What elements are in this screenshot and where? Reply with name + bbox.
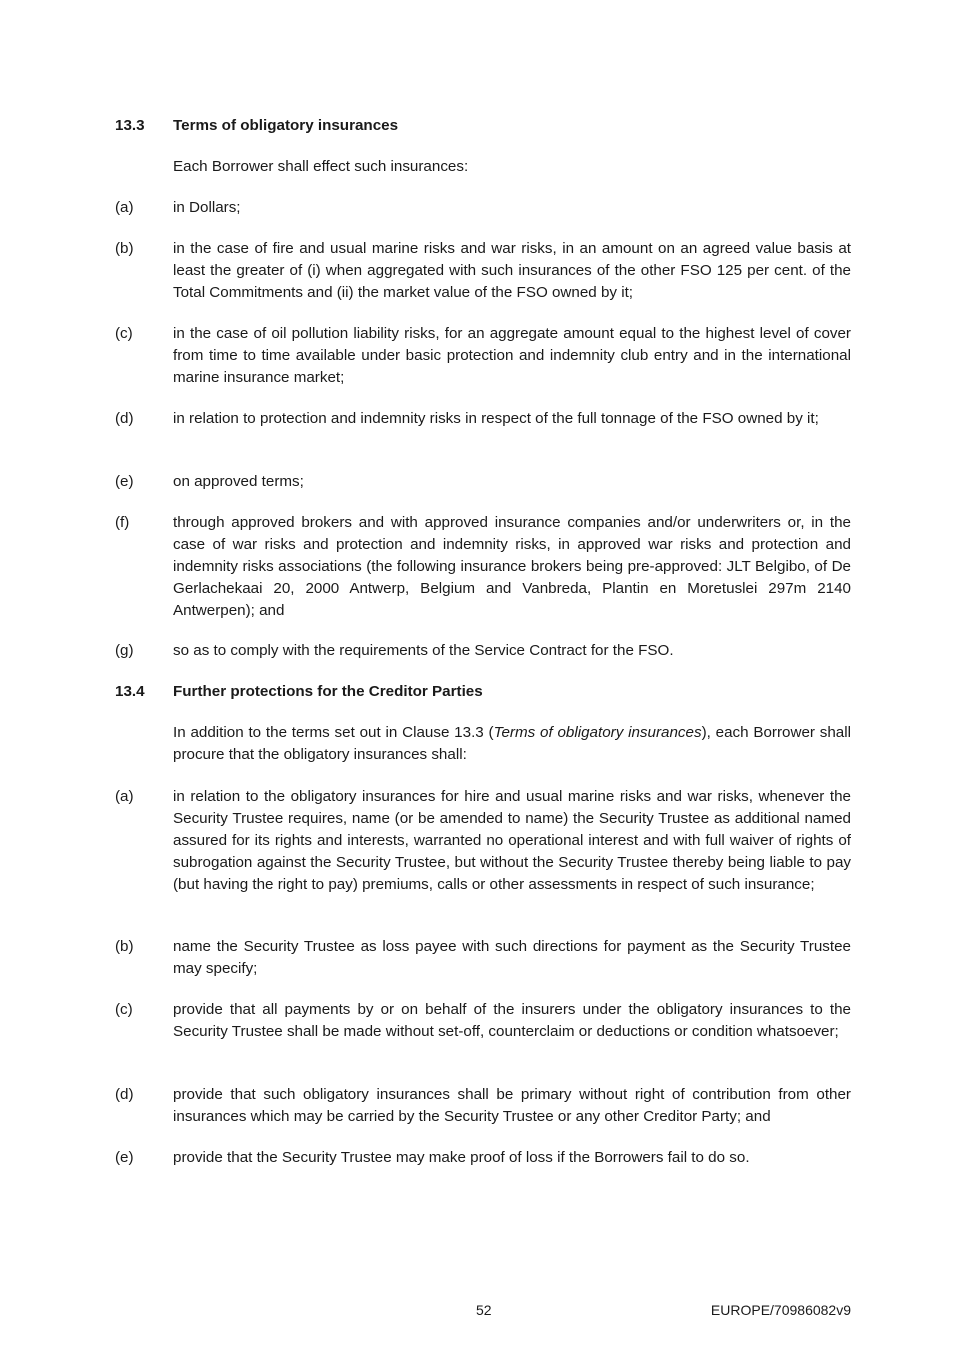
section-title: Terms of obligatory insurances — [173, 117, 399, 134]
item-label: (c) — [115, 325, 133, 342]
item-text: provide that such obligatory insurances shall be primary without right of contribution from other insurances which may be carried by the Security Trustee or any other Creditor Party; and — [173, 1086, 851, 1125]
list-item — [115, 323, 851, 389]
item-label: (c) — [115, 1001, 133, 1018]
item-text: in the case of fire and usual marine risks and war risks, in an amount on an agreed value basis at least the greater of (i) when aggregated with such insurances of the other FSO 125 per cent. of the Total Commitments and (ii) the market value of the FSO owned by it; — [173, 240, 851, 301]
list-item — [115, 999, 851, 1043]
item-label: (b) — [115, 240, 134, 257]
item-label: (g) — [115, 642, 134, 659]
section-number: 13.4 — [115, 683, 145, 700]
list-item — [115, 471, 851, 493]
item-label: (e) — [115, 1149, 134, 1166]
clause-reference: Terms of obligatory insurances — [493, 724, 702, 741]
item-text: provide that all payments by or on behalf of the insurers under the obligatory insurances to the Security Trustee shall be made without set-off, counterclaim or deductions or condition whatsoever; — [173, 1001, 851, 1040]
item-text: on approved terms; — [173, 473, 304, 490]
item-label: (e) — [115, 473, 134, 490]
item-text: name the Security Trustee as loss payee with such directions for payment as the Security Trustee may specify; — [173, 938, 851, 977]
item-text: in relation to the obligatory insurances for hire and usual marine risks and war risks, whenever the Security Trustee requires, name (or be amended to name) the Security Trustee as additional named assured for its rights and interests, warranted no operational interest and with full waiver of rights of subrogation against the Security Trustee, but without the Security Trustee thereby being liable to pay (but having the right to pay) premiums, calls or other assessments in respect of such insurance; — [173, 788, 851, 893]
list-item — [115, 640, 851, 662]
document-reference: EUROPE/70986082v9 — [710, 1302, 851, 1318]
section-intro: Each Borrower shall effect such insurances: — [173, 158, 469, 175]
item-label: (f) — [115, 514, 130, 531]
list-item — [115, 512, 851, 622]
list-item — [115, 936, 851, 980]
intro-text-after: ), each Borrower shall procure that the obligatory insurances shall: — [173, 724, 851, 763]
intro-text-before: In addition to the terms set out in Clause 13.3 ( — [173, 724, 494, 741]
item-text: in relation to protection and indemnity risks in respect of the full tonnage of the FSO owned by it; — [173, 410, 819, 427]
page-number: 52 — [476, 1302, 492, 1318]
list-item — [115, 197, 851, 219]
item-label: (a) — [115, 199, 134, 216]
item-text: in Dollars; — [173, 199, 241, 216]
item-label: (a) — [115, 788, 134, 805]
item-text: provide that the Security Trustee may make proof of loss if the Borrowers fail to do so. — [173, 1149, 750, 1166]
section-title: Further protections for the Creditor Parties — [173, 683, 483, 700]
list-item — [115, 1147, 851, 1169]
list-item — [115, 786, 851, 896]
section-intro — [173, 722, 851, 766]
item-label: (d) — [115, 1086, 134, 1103]
item-label: (b) — [115, 938, 134, 955]
item-text: in the case of oil pollution liability risks, for an aggregate amount equal to the highest level of cover from time to time available under basic protection and indemnity club entry and in the international marine insurance market; — [173, 325, 851, 386]
list-item — [115, 1084, 851, 1128]
item-text: so as to comply with the requirements of the Service Contract for the FSO. — [173, 642, 674, 659]
item-label: (d) — [115, 410, 134, 427]
item-text: through approved brokers and with approved insurance companies and/or underwriters or, in the case of war risks and protection and indemnity risks, in approved war risks and protection and indemnity risks associations (the following insurance brokers being pre-approved: JLT Belgibo, of De Gerlachekaai 20, 2000 Antwerp, Belgium and Vanbreda, Plantin en Moretuslei 297m 2140 Antwerpen); and — [173, 514, 851, 619]
section-number: 13.3 — [115, 117, 145, 134]
list-item — [115, 408, 851, 430]
list-item — [115, 238, 851, 304]
